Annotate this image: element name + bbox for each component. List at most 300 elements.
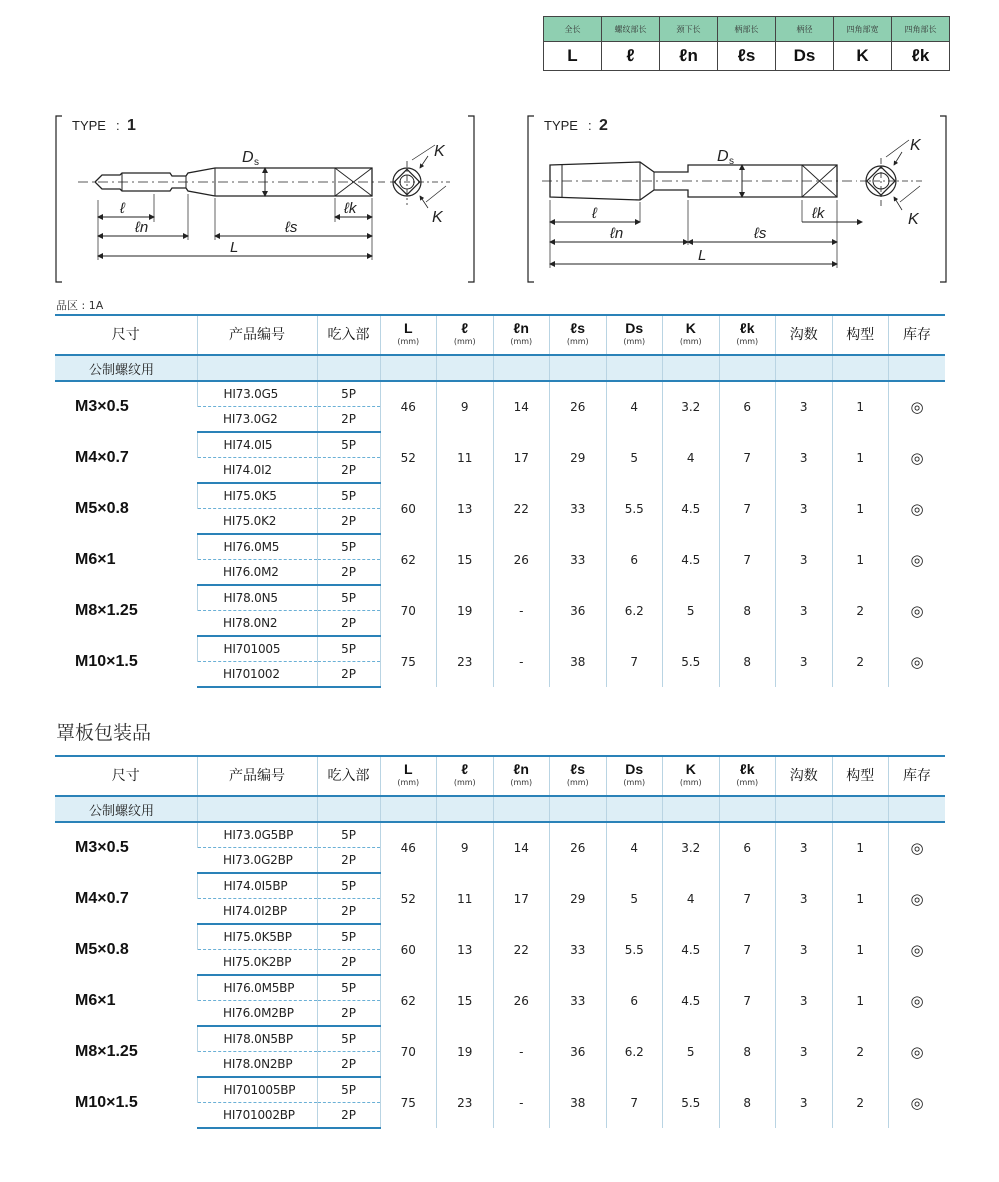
type-cell: 1: [832, 822, 889, 873]
legend-symbol: Ds: [776, 42, 834, 71]
chamfer-cell: 5P: [317, 822, 380, 848]
ls-cell: 33: [550, 924, 607, 975]
category-label: 公制螺纹用: [55, 355, 197, 381]
legend-symbol: K: [834, 42, 892, 71]
Ds-cell: 7: [606, 636, 663, 687]
legend-symbol: ℓk: [892, 42, 950, 71]
L-cell: 62: [380, 975, 437, 1026]
l-cell: 11: [437, 432, 494, 483]
stock-cell: ◎: [889, 636, 946, 687]
table-row: [55, 636, 945, 662]
lk-cell: 7: [719, 975, 776, 1026]
Ds-cell: 6.2: [606, 585, 663, 636]
table-row: [55, 975, 945, 1001]
ls-cell: 26: [550, 822, 607, 873]
legend-symbol: ℓ: [602, 42, 660, 71]
type-cell: 2: [832, 1026, 889, 1077]
chamfer-cell: 2P: [317, 458, 380, 484]
legend-symbol: ℓn: [660, 42, 718, 71]
type-cell: 1: [832, 534, 889, 585]
ls-cell: 26: [550, 381, 607, 432]
dim-L: L: [230, 239, 239, 256]
chamfer-cell: 2P: [317, 611, 380, 637]
column-unit: (mm): [453, 778, 476, 787]
column-symbol: ℓ: [461, 320, 469, 336]
column-header: [719, 756, 776, 796]
product-code: HI78.0N5BP: [197, 1026, 317, 1052]
l-cell: 15: [437, 534, 494, 585]
flutes-cell: 3: [776, 1026, 833, 1077]
flutes-cell: 3: [776, 975, 833, 1026]
l-cell: 11: [437, 873, 494, 924]
product-code: HI75.0K5: [197, 483, 317, 509]
product-code: HI73.0G5: [197, 381, 317, 407]
K-cell: 5: [663, 585, 720, 636]
column-symbol: ℓk: [739, 761, 755, 777]
type-cell: 1: [832, 975, 889, 1026]
ln-cell: -: [493, 585, 550, 636]
chamfer-cell: 5P: [317, 585, 380, 611]
type-label: TYPE: [544, 118, 578, 133]
product-code: HI74.0I2BP: [197, 899, 317, 925]
Ds-cell: 4: [606, 822, 663, 873]
dim-k-top: K: [434, 143, 445, 160]
category-cell: [380, 355, 437, 381]
product-code: HI75.0K2BP: [197, 950, 317, 976]
type-label: TYPE: [72, 118, 106, 133]
category-cell: [380, 796, 437, 822]
size-cell: M6×1: [75, 550, 116, 568]
column-header: [719, 315, 776, 355]
l-cell: 19: [437, 1026, 494, 1077]
column-symbol: ℓn: [513, 761, 529, 777]
L-cell: 60: [380, 924, 437, 975]
legend-header: 柄部长: [718, 17, 776, 42]
category-cell: [776, 796, 833, 822]
category-cell: [606, 355, 663, 381]
table-row: [55, 1077, 945, 1103]
column-header: [606, 315, 663, 355]
dim-ls: ℓs: [754, 225, 767, 242]
column-header: [380, 315, 437, 355]
column-header: [437, 315, 494, 355]
category-cell: [663, 796, 720, 822]
category-cell: [493, 355, 550, 381]
type-cell: 1: [832, 873, 889, 924]
legend-header: 颈下长: [660, 17, 718, 42]
column-symbol: ℓn: [513, 320, 529, 336]
type2-diagram: [522, 110, 952, 290]
table-row: [55, 1026, 945, 1052]
dim-L: L: [698, 247, 707, 264]
ls-cell: 38: [550, 1077, 607, 1128]
ln-cell: 14: [493, 822, 550, 873]
ln-cell: -: [493, 1026, 550, 1077]
type-sep: :: [116, 118, 120, 133]
chamfer-cell: 5P: [317, 975, 380, 1001]
chamfer-cell: 2P: [317, 509, 380, 535]
Ds-cell: 5.5: [606, 483, 663, 534]
product-code: HI76.0M5BP: [197, 975, 317, 1001]
K-cell: 5: [663, 1026, 720, 1077]
type-sep: :: [588, 118, 592, 133]
flutes-cell: 3: [776, 1077, 833, 1128]
K-cell: 4.5: [663, 534, 720, 585]
column-header: [493, 756, 550, 796]
column-header: 库存: [889, 315, 946, 355]
ln-cell: 22: [493, 483, 550, 534]
lk-cell: 7: [719, 873, 776, 924]
size-cell: M3×0.5: [75, 398, 129, 415]
lk-cell: 6: [719, 381, 776, 432]
K-cell: 3.2: [663, 822, 720, 873]
type-cell: 2: [832, 585, 889, 636]
table-row: [55, 432, 945, 458]
column-symbol: Ds: [625, 761, 644, 777]
Ds-cell: 5: [606, 432, 663, 483]
category-row: [55, 355, 945, 381]
column-header: 吃入部: [317, 315, 380, 355]
type-cell: 1: [832, 924, 889, 975]
product-code: HI74.0I5: [197, 432, 317, 458]
dim-ds: D: [242, 149, 254, 166]
ls-cell: 33: [550, 975, 607, 1026]
column-unit: (mm): [566, 778, 589, 787]
chamfer-cell: 2P: [317, 899, 380, 925]
flutes-cell: 3: [776, 432, 833, 483]
category-cell: [317, 796, 380, 822]
L-cell: 46: [380, 381, 437, 432]
product-code: HI74.0I2: [197, 458, 317, 484]
l-cell: 23: [437, 1077, 494, 1128]
Ds-cell: 5: [606, 873, 663, 924]
K-cell: 4.5: [663, 924, 720, 975]
product-code: HI76.0M5: [197, 534, 317, 560]
l-cell: 13: [437, 924, 494, 975]
flutes-cell: 3: [776, 381, 833, 432]
Ds-cell: 5.5: [606, 924, 663, 975]
size-cell: M4×0.7: [75, 448, 129, 466]
product-code: HI76.0M2BP: [197, 1001, 317, 1027]
column-header: [663, 756, 720, 796]
category-row: [55, 796, 945, 822]
size-cell: M8×1.25: [75, 601, 138, 619]
column-header: [380, 756, 437, 796]
chamfer-cell: 5P: [317, 873, 380, 899]
ls-cell: 36: [550, 585, 607, 636]
dim-ds: D: [717, 148, 729, 165]
type-cell: 2: [832, 636, 889, 687]
ls-cell: 33: [550, 534, 607, 585]
chamfer-cell: 5P: [317, 636, 380, 662]
lk-cell: 7: [719, 432, 776, 483]
l-cell: 23: [437, 636, 494, 687]
lk-cell: 7: [719, 483, 776, 534]
category-cell: [437, 355, 494, 381]
ls-cell: 38: [550, 636, 607, 687]
product-code: HI78.0N2: [197, 611, 317, 637]
column-header: 构型: [832, 756, 889, 796]
ln-cell: 26: [493, 975, 550, 1026]
table-row: [55, 381, 945, 407]
size-cell: M3×0.5: [75, 839, 129, 856]
K-cell: 3.2: [663, 381, 720, 432]
flutes-cell: 3: [776, 873, 833, 924]
column-symbol: ℓs: [570, 320, 586, 336]
column-symbol: L: [403, 320, 413, 336]
column-header: 产品编号: [197, 756, 317, 796]
product-code: HI75.0K5BP: [197, 924, 317, 950]
column-header: [550, 756, 607, 796]
legend-header: 全长: [544, 17, 602, 42]
lk-cell: 7: [719, 924, 776, 975]
l-cell: 15: [437, 975, 494, 1026]
chamfer-cell: 5P: [317, 924, 380, 950]
column-header: 库存: [889, 756, 946, 796]
Ds-cell: 4: [606, 381, 663, 432]
type-cell: 1: [832, 483, 889, 534]
lk-cell: 7: [719, 534, 776, 585]
category-cell: [889, 355, 946, 381]
ls-cell: 29: [550, 873, 607, 924]
category-cell: [550, 796, 607, 822]
L-cell: 52: [380, 432, 437, 483]
chamfer-cell: 2P: [317, 662, 380, 688]
category-cell: [719, 355, 776, 381]
chamfer-cell: 5P: [317, 432, 380, 458]
column-symbol: K: [685, 761, 696, 777]
legend-header: 螺纹部长: [602, 17, 660, 42]
category-cell: [832, 796, 889, 822]
L-cell: 46: [380, 822, 437, 873]
dim-ds-sub: s: [729, 156, 734, 167]
l-cell: 9: [437, 381, 494, 432]
ls-cell: 36: [550, 1026, 607, 1077]
K-cell: 5.5: [663, 1077, 720, 1128]
ln-cell: -: [493, 1077, 550, 1128]
L-cell: 75: [380, 636, 437, 687]
flutes-cell: 3: [776, 822, 833, 873]
chamfer-cell: 5P: [317, 1077, 380, 1103]
L-cell: 52: [380, 873, 437, 924]
L-cell: 62: [380, 534, 437, 585]
column-unit: (mm): [510, 778, 533, 787]
stock-cell: ◎: [889, 381, 946, 432]
stock-cell: ◎: [889, 1026, 946, 1077]
flutes-cell: 3: [776, 924, 833, 975]
column-unit: (mm): [453, 337, 476, 346]
column-unit: (mm): [679, 778, 702, 787]
legend-header: 四角部长: [892, 17, 950, 42]
type-cell: 1: [832, 381, 889, 432]
product-code: HI78.0N2BP: [197, 1052, 317, 1078]
symbol-legend: [543, 16, 950, 71]
stock-cell: ◎: [889, 432, 946, 483]
column-header: [550, 315, 607, 355]
dim-ds-sub: s: [254, 157, 259, 168]
product-code: HI75.0K2: [197, 509, 317, 535]
stock-cell: ◎: [889, 873, 946, 924]
dim-ln: ℓn: [135, 219, 149, 236]
column-symbol: ℓk: [739, 320, 755, 336]
chamfer-cell: 5P: [317, 381, 380, 407]
size-cell: M10×1.5: [75, 652, 138, 670]
ln-cell: 17: [493, 432, 550, 483]
lk-cell: 8: [719, 1026, 776, 1077]
chamfer-cell: 5P: [317, 534, 380, 560]
dim-ln: ℓn: [610, 225, 624, 242]
column-symbol: ℓs: [570, 761, 586, 777]
type-number: 1: [127, 117, 136, 134]
chamfer-cell: 2P: [317, 1103, 380, 1129]
table-row: [55, 483, 945, 509]
stock-cell: ◎: [889, 483, 946, 534]
stock-cell: ◎: [889, 585, 946, 636]
product-code: HI701002BP: [197, 1103, 317, 1129]
legend-header: 柄径: [776, 17, 834, 42]
lk-cell: 6: [719, 822, 776, 873]
chamfer-cell: 5P: [317, 483, 380, 509]
L-cell: 75: [380, 1077, 437, 1128]
category-cell: [719, 796, 776, 822]
K-cell: 4.5: [663, 483, 720, 534]
dim-ls: ℓs: [285, 219, 298, 236]
chamfer-cell: 5P: [317, 1026, 380, 1052]
flutes-cell: 3: [776, 534, 833, 585]
ln-cell: 26: [493, 534, 550, 585]
size-cell: M8×1.25: [75, 1042, 138, 1060]
product-code: HI701005BP: [197, 1077, 317, 1103]
legend-symbol-row: [544, 42, 950, 71]
legend-header-row: [544, 17, 950, 42]
Ds-cell: 6: [606, 534, 663, 585]
dim-lk: ℓk: [812, 205, 825, 222]
chamfer-cell: 2P: [317, 1052, 380, 1078]
column-symbol: L: [403, 761, 413, 777]
product-code: HI78.0N5: [197, 585, 317, 611]
region-label: 品区 : 1A: [56, 299, 104, 312]
dim-k-bottom: K: [432, 209, 443, 226]
type-cell: 2: [832, 1077, 889, 1128]
column-header: 沟数: [776, 315, 833, 355]
K-cell: 4.5: [663, 975, 720, 1026]
table-row: [55, 924, 945, 950]
dim-l: ℓ: [120, 200, 125, 217]
category-cell: [550, 355, 607, 381]
l-cell: 9: [437, 822, 494, 873]
category-cell: [197, 796, 317, 822]
ls-cell: 33: [550, 483, 607, 534]
column-header: [663, 315, 720, 355]
column-symbol: Ds: [625, 320, 644, 336]
dim-lk: ℓk: [344, 200, 357, 217]
ln-cell: 17: [493, 873, 550, 924]
header-row: [55, 756, 945, 796]
size-cell: M5×0.8: [75, 499, 129, 517]
Ds-cell: 6: [606, 975, 663, 1026]
table-row: [55, 534, 945, 560]
type1-diagram: [50, 110, 480, 290]
chamfer-cell: 2P: [317, 560, 380, 586]
column-header: 尺寸: [55, 756, 197, 796]
ln-cell: 22: [493, 924, 550, 975]
category-cell: [493, 796, 550, 822]
Ds-cell: 6.2: [606, 1026, 663, 1077]
flutes-cell: 3: [776, 483, 833, 534]
column-header: 构型: [832, 315, 889, 355]
category-cell: [832, 355, 889, 381]
chamfer-cell: 2P: [317, 407, 380, 433]
stock-cell: ◎: [889, 924, 946, 975]
spec-table-standard: [55, 314, 945, 688]
section-title: 罩板包装品: [56, 722, 152, 744]
category-label: 公制螺纹用: [55, 796, 197, 822]
L-cell: 60: [380, 483, 437, 534]
dim-k-top: K: [910, 137, 921, 154]
legend-header: 四角部宽: [834, 17, 892, 42]
l-cell: 19: [437, 585, 494, 636]
product-code: HI701005: [197, 636, 317, 662]
column-unit: (mm): [566, 337, 589, 346]
stock-cell: ◎: [889, 534, 946, 585]
category-cell: [663, 355, 720, 381]
l-cell: 13: [437, 483, 494, 534]
column-unit: (mm): [736, 778, 759, 787]
column-unit: (mm): [397, 778, 420, 787]
lk-cell: 8: [719, 1077, 776, 1128]
table-row: [55, 822, 945, 848]
type-number: 2: [599, 117, 608, 134]
column-header: 吃入部: [317, 756, 380, 796]
flutes-cell: 3: [776, 585, 833, 636]
header-row: [55, 315, 945, 355]
product-code: HI701002: [197, 662, 317, 688]
ln-cell: -: [493, 636, 550, 687]
dim-l: ℓ: [592, 205, 597, 222]
column-symbol: K: [685, 320, 696, 336]
ls-cell: 29: [550, 432, 607, 483]
category-cell: [317, 355, 380, 381]
column-unit: (mm): [510, 337, 533, 346]
column-unit: (mm): [623, 778, 646, 787]
table-row: [55, 873, 945, 899]
column-header: [606, 756, 663, 796]
size-cell: M4×0.7: [75, 889, 129, 907]
category-cell: [606, 796, 663, 822]
product-code: HI73.0G2: [197, 407, 317, 433]
table-row: [55, 585, 945, 611]
column-header: 沟数: [776, 756, 833, 796]
chamfer-cell: 2P: [317, 950, 380, 976]
size-cell: M10×1.5: [75, 1093, 138, 1111]
category-cell: [197, 355, 317, 381]
stock-cell: ◎: [889, 822, 946, 873]
product-code: HI74.0I5BP: [197, 873, 317, 899]
flutes-cell: 3: [776, 636, 833, 687]
lk-cell: 8: [719, 636, 776, 687]
K-cell: 4: [663, 432, 720, 483]
column-unit: (mm): [679, 337, 702, 346]
size-cell: M6×1: [75, 991, 116, 1009]
legend-symbol: L: [544, 42, 602, 71]
chamfer-cell: 2P: [317, 1001, 380, 1027]
Ds-cell: 7: [606, 1077, 663, 1128]
type-cell: 1: [832, 432, 889, 483]
column-unit: (mm): [397, 337, 420, 346]
stock-cell: ◎: [889, 975, 946, 1026]
L-cell: 70: [380, 585, 437, 636]
category-cell: [437, 796, 494, 822]
